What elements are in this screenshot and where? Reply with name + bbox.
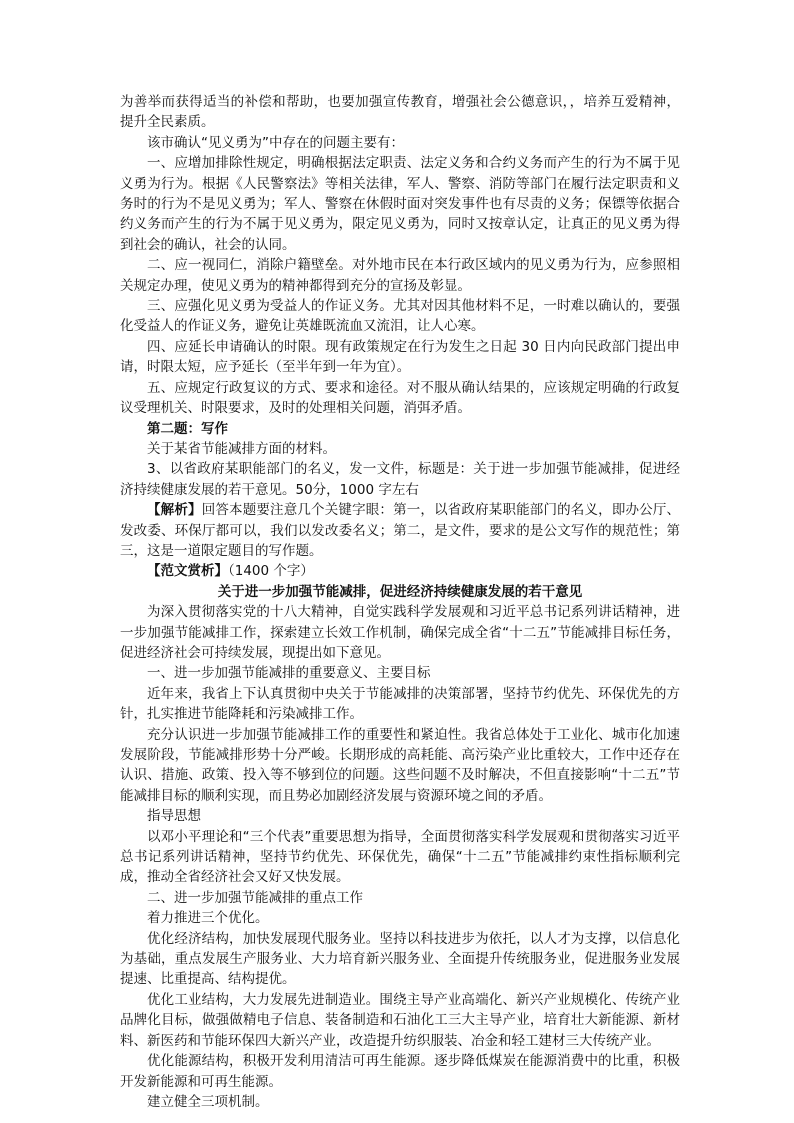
paragraph: 3、以省政府某职能部门的名义，发一文件，标题是：关于进一步加强节能减排，促进经济持续健康发展的若干意见。50分，1000 字左右 [120,461,680,498]
paragraph: 三、应强化见义勇为受益人的作证义务。尤其对因其他材料不足，一时难以确认的，要强化受益人的作证义务，避免让英雄既流血又流泪，让人心寒。 [120,298,680,335]
paragraph: 一、应增加排除性规定，明确根据法定职责、法定义务和合约义务而产生的行为不属于见义勇为行为。根据《人民警察法》等相关法律，军人、警察、消防等部门在履行法定职责和义务时的行为不是见义勇为；军人、警察在休假时面对突发事件也有尽责的义务；保镖等依据合约义务而产生的行为不属于见义勇为，限定见义勇为，同时又按章认定，让真正的见义勇为得到社会的确认，社会的认同。 [120,155,680,253]
paragraph: 五、应规定行政复议的方式、要求和途径。对不服从确认结果的，应该规定明确的行政复议受理机关、时限要求，及时的处理相关问题，消弭矛盾。 [120,379,680,417]
paragraph: 二、进一步加强节能减排的重点工作 [147,889,363,906]
paragraph: 以邓小平理论和“三个代表”重要思想为指导，全面贯彻落实科学发展观和贯彻落实习近平总书记系列讲话精神，坚持节约优先、环保优先，确保“十二五”节能减排约束性指标顺利完成，推动全省经济社会又好又快发展。 [120,828,680,886]
paragraph: 四、应延长申请确认的时限。现有政策规定在行为发生之日起 30 日内向民政部门提出申请，时限太短，应予延长（至半年到一年为宜）。 [120,338,680,376]
paragraph: 优化经济结构，加快发展现代服务业。坚持以科技进步为依托，以人才为支撑，以信息化为基础，重点发展生产服务业、大力培育新兴服务业、全面提升传统服务业，促进服务业发展提速、比重提高、结构提优。 [120,930,680,988]
section-heading: 第二题：写作 [147,420,228,437]
tagged-paragraph [120,561,680,581]
paragraph: 该市确认“见义勇为”中存在的问题主要有： [147,134,404,151]
tagged-paragraph [120,500,680,561]
paragraph: 着力推进三个优化。 [147,910,269,927]
paragraph: 建立健全三项机制。 [147,1093,269,1110]
paragraph-text: （1400 个字） [228,563,314,580]
paragraph: 优化能源结构，积极开发利用清洁可再生能源。逐步降低煤炭在能源消费中的比重，积极开发新能源和可再生能源。 [120,1053,680,1090]
paragraph-text: 回答本题要注意几个关键字眼：第一，以省政府某职能部门的名义，即办公厅、发改委、环保厅都可以，我们以发改委名义；第二，是文件，要求的是公文写作的规范性；第三，这是一道限定题目的写作题。 [120,502,681,559]
essay-title-text: 关于进一步加强节能减排，促进经济持续健康发展的若干意见 [217,583,583,600]
paragraph: 充分认识进一步加强节能减排工作的重要性和紧迫性。我省总体处于工业化、城市化加速发展阶段，节能减排形势十分严峻。长期形成的高耗能、高污染产业比重较大，工作中还存在认识、措施、政策、投入等不够到位的问题。这些问题不及时解决，不但直接影响“十二五”节能减排目标的顺利实现，而且势必加剧经济发展与资源环境之间的矛盾。 [120,726,680,804]
paragraph: 为善举而获得适当的补偿和帮助，也要加强宣传教育，增强社会公德意识，，培养互爱精神，提升全民素质。 [120,94,680,131]
paragraph: 关于某省节能减排方面的材料。 [147,440,336,457]
paragraph: 指导思想 [147,808,201,825]
paragraph: 近年来，我省上下认真贯彻中央关于节能减排的决策部署，坚持节约优先、环保优先的方针，扎实推进节能降耗和污染减排工作。 [120,685,680,723]
section-tag: 【解析】 [147,502,202,519]
section-tag: 【范文赏析】 [147,563,228,580]
paragraph: 二、应一视同仁，消除户籍壁垒。对外地市民在本行政区域内的见义勇为行为，应参照相关规定办理，使见义勇为的精神都得到充分的宣扬及彰显。 [120,257,680,294]
essay-title [120,582,680,602]
document-page [120,92,680,1112]
paragraph: 优化工业结构，大力发展先进制造业。围绕主导产业高端化、新兴产业规模化、传统产业品牌化目标，做强做精电子信息、装备制造和石油化工三大主导产业，培育壮大新能源、新材料、新医药和节能环保四大新兴产业，改造提升纺织服装、冶金和轻工建材三大传统产业。 [120,991,680,1049]
paragraph: 一、进一步加强节能减排的重要意义、主要目标 [147,665,431,682]
paragraph: 为深入贯彻落实党的十八大精神，自觉实践科学发展观和习近平总书记系列讲话精神，进一步加强节能减排工作，探索建立长效工作机制，确保完成全省“十二五”节能减排目标任务，促进经济社会可持续发展，现提出如下意见。 [120,604,680,661]
